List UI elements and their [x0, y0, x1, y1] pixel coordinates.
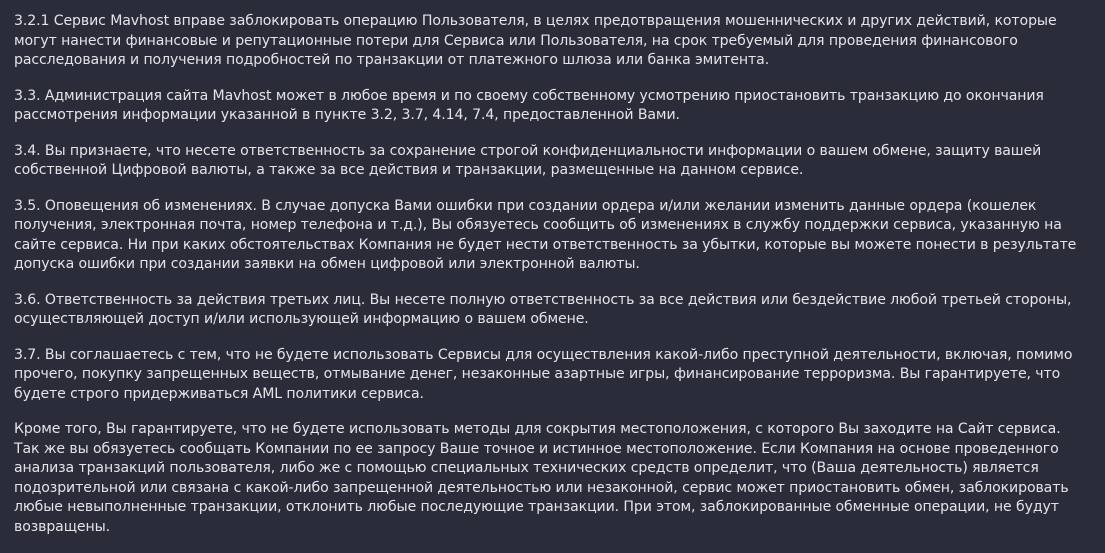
terms-paragraph-3-7: 3.7. Вы соглашаетесь с тем, что не будете использовать Сервисы для осуществления какой-либо преступной деятельности, включая, помимо прочего, покупку запрещенных веществ, отмывание денег, незаконные азартные игры, финансирование терроризма. Вы гарантируете, что будете строго придерживаться AML политики сервиса. — [14, 346, 1073, 402]
terms-paragraph-3-3: 3.3. Администрация сайта Mavhost может в любое время и по своему собственному усмотрению приостановить транзакцию до окончания рассмотрения информации указанной в пункте 3.2, 3.7, 4.14, 7.4, предоставленной Вами. — [14, 87, 1044, 123]
terms-paragraph-3-6: 3.6. Ответственность за действия третьих лиц. Вы несете полную ответственность за все действия или бездействие любой третьей стороны, осуществляющей доступ и/или использующей информацию о вашем обмене. — [14, 291, 1072, 327]
terms-paragraph-additional: Кроме того, Вы гарантируете, что не будете использовать методы для сокрытия местоположения, с которого Вы заходите на Сайт сервиса. Так же вы обязуетесь сообщать Компании по ее запросу Ваше точное и истинное местоположение. Если Компания на основе проведенного анализа транзакций пользователя, либо же с помощью специальных технических средств определит, что (Ваша деятельность) является подозрительной или связана с какой-либо запрещенной деятельностью или незаконной, сервис может приостановить обмен, заблокировать любые невыполненные транзакции, отклонить любые последующие транзакции. При этом, заблокированные обменные операции, не будут возвращены. — [14, 421, 1069, 535]
terms-paragraph-3-5: 3.5. Оповещения об изменениях. В случае допуска Вами ошибки при создании ордера и/или желании изменить данные ордера (кошелек получения, электронная почта, номер телефона и т.д.), Вы обязуетесь сообщить об изменениях в службу поддержки сервиса, указанную на сайте сервиса. Ни при каких обстоятельствах Компания не будет нести ответственность за убытки, которые вы можете понести в результате допуска ошибки при создании заявки на обмен цифровой или электронной валюты. — [14, 197, 1077, 272]
terms-paragraph-3-4: 3.4. Вы признаете, что несете ответственность за сохранение строгой конфиденциальности информации о вашем обмене, защиту вашей собственной Цифровой валюты, а также за все действия и транзакции, размещенные на данном сервисе. — [14, 142, 1042, 178]
terms-paragraph-3-2-1: 3.2.1 Сервис Mavhost вправе заблокировать операцию Пользователя, в целях предотвращения мошеннических и других действий, которые могут нанести финансовые и репутационные потери для Сервиса или Пользователя, на срок требуемый для проведения финансового расследования и получения подробностей по транзакции от платежного шлюза или банка эмитента. — [14, 13, 1057, 68]
